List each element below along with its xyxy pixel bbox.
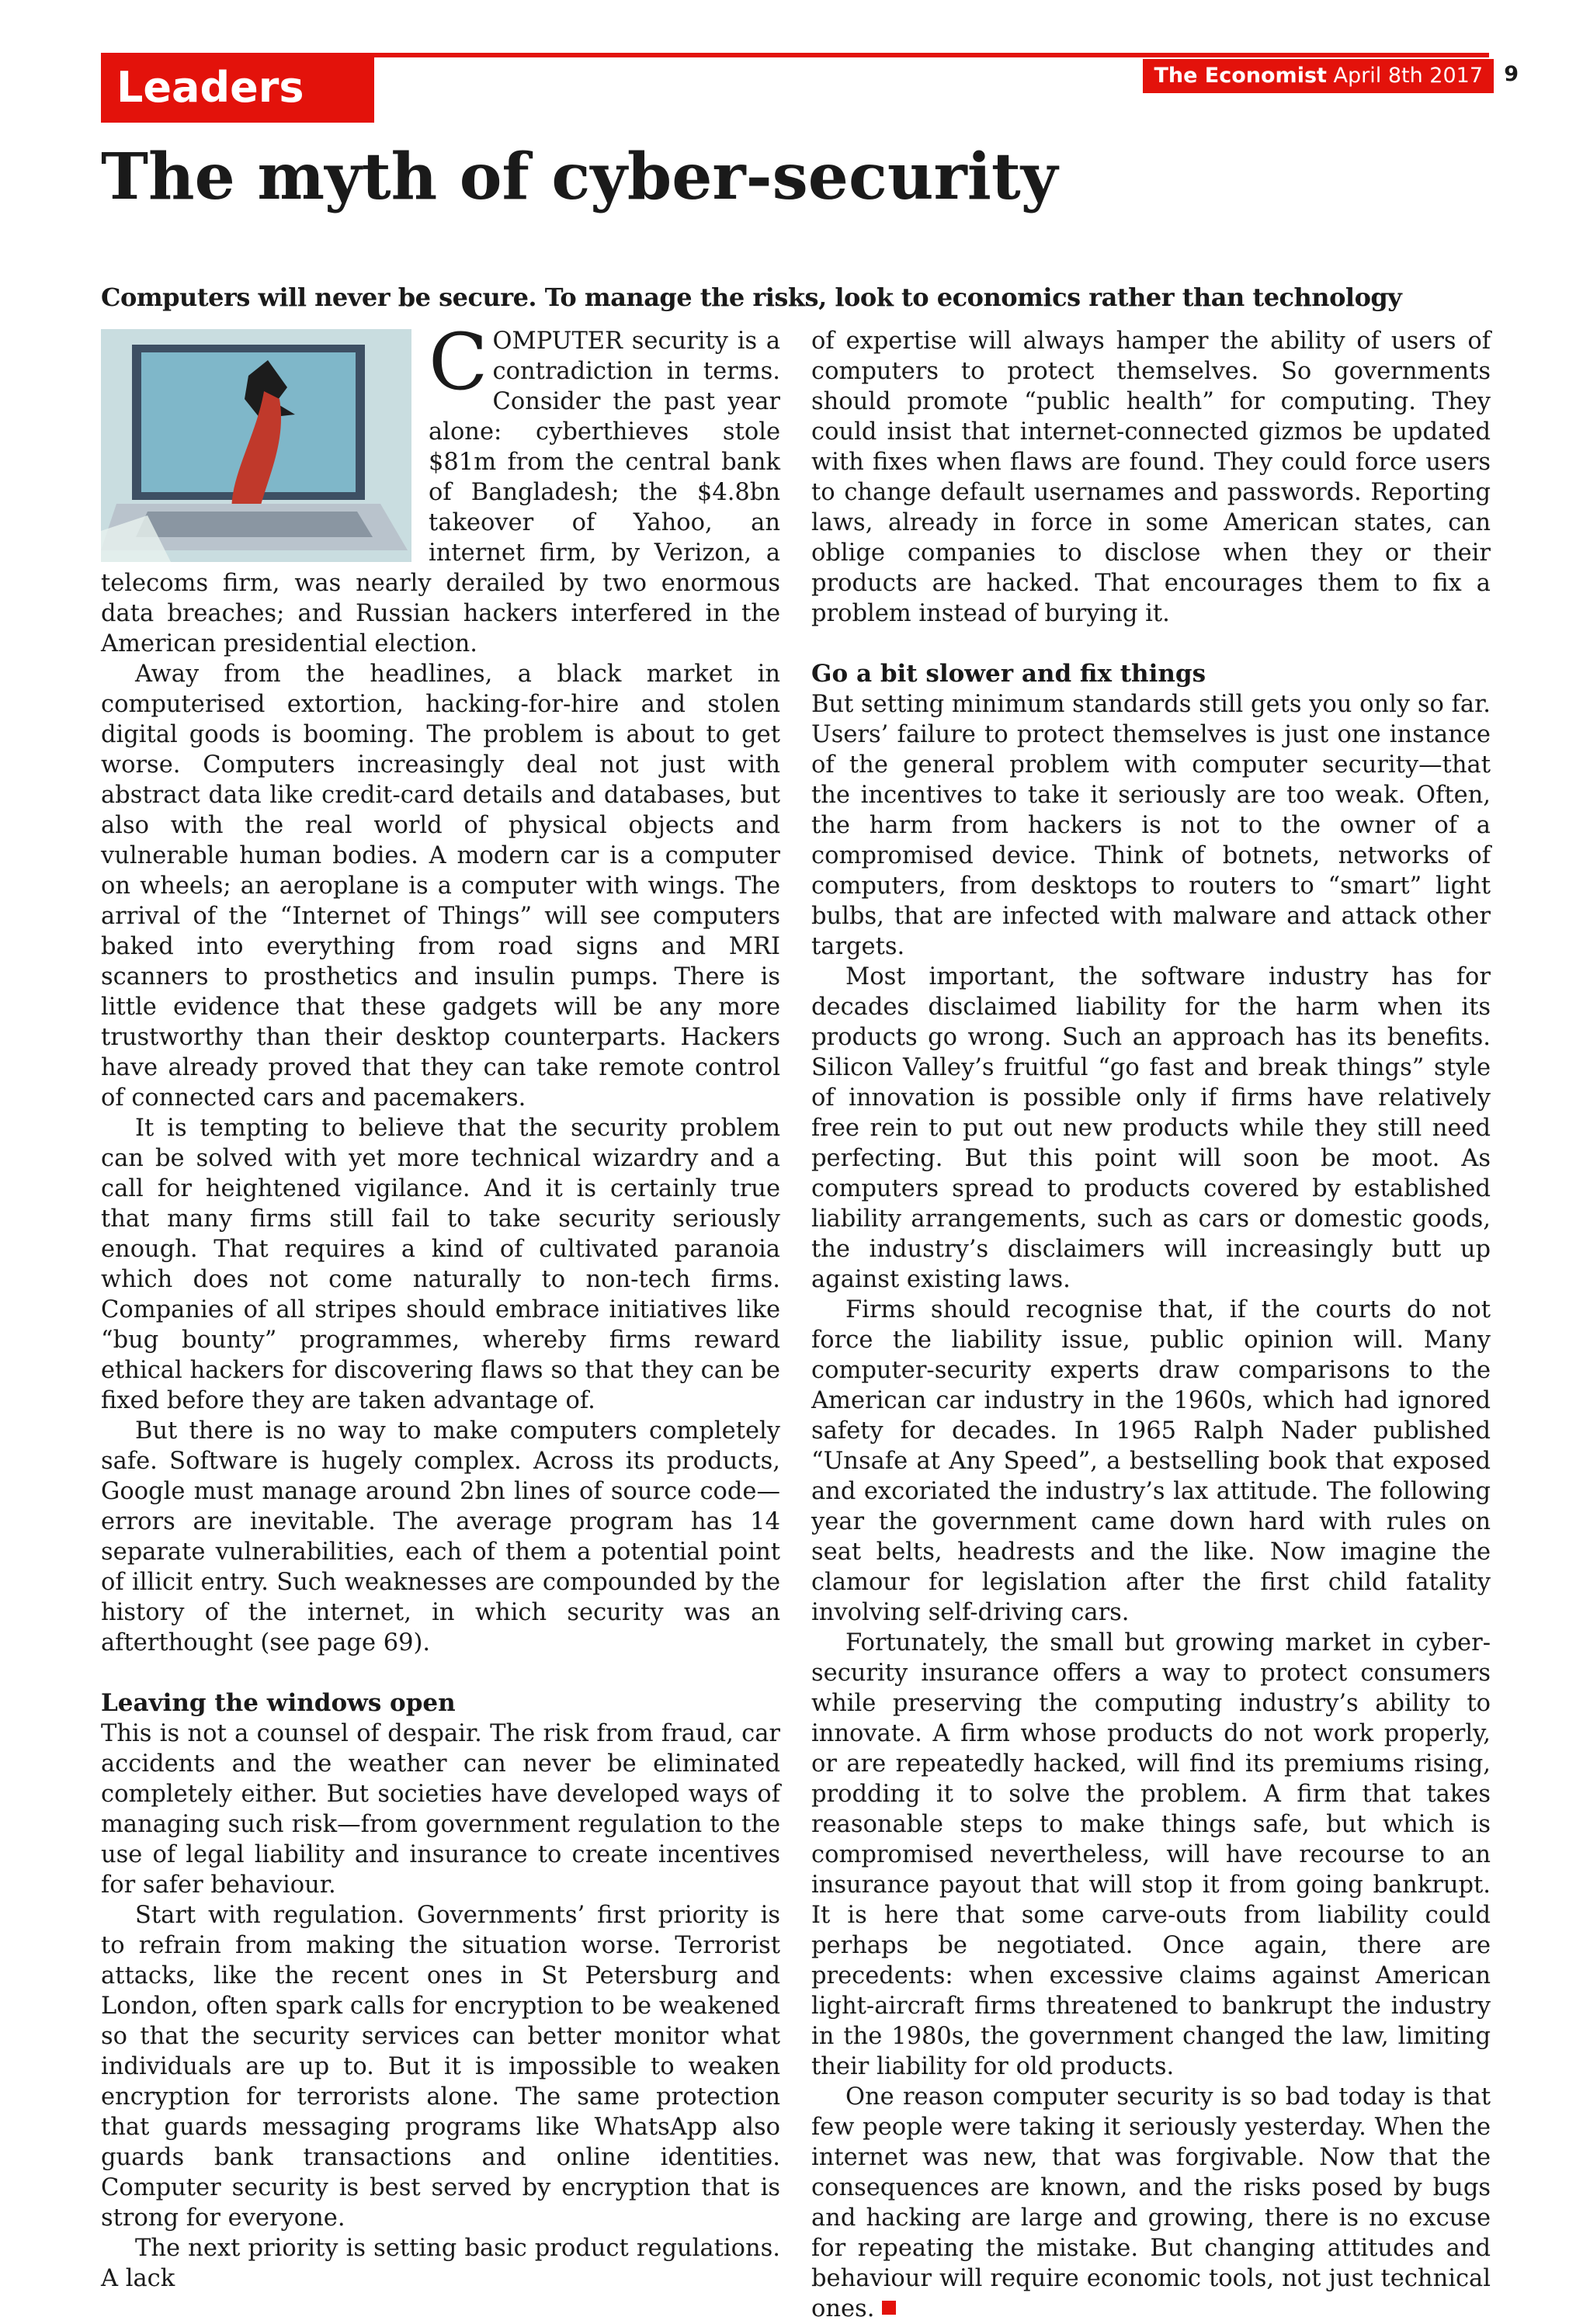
body-paragraph: But setting minimum standards still gets you only so far. Users’ failure to protect themselves is just one instance of the general problem with computer security—that the incentives to take it seriously are too weak. Often, the harm from hackers is not to the owner of a compromised device. Think of botnets, networks of computers, from desktops to routers to “smart” light bulbs, that are infected with malware and attack other targets. (811, 691, 1491, 960)
body-paragraph: But there is no way to make computers completely safe. Software is hugely complex. Across its products, Google must manage around 2bn lines of source code—errors are inevitable. The average program has 14 separate vulnerabilities, each of them a potential point of illicit entry. Such weaknesses are compounded by the history of the internet, in which security was an afterthought (see page 69). (101, 1417, 780, 1656)
laptop-illustration (101, 329, 411, 562)
body-paragraph: One reason computer security is so bad today is that few people were taking it seriously yesterday. When the internet was new, that was forgivable. Now that the consequences are known, and the risks posed by bugs and hacking are large and growing, there is no excuse for repeating the mistake. But changing attitudes and behaviour will require economic tools, not just technical ones. (811, 2083, 1491, 2322)
article-column-left (101, 317, 780, 2294)
body-paragraph: Fortunately, the small but growing market in cyber-security insurance offers a way to protect consumers while preserving the computing industry’s ability to innovate. A firm whose products do not work properly, or are repeatedly hacked, will find its premiums rising, prodding it to solve the problem. A firm that takes reasonable steps to make things safe, but which is compromised nevertheless, will have recourse to an insurance payout that will stop it from going bankrupt. It is here that some carve-outs from liability could perhaps be negotiated. Once again, there are precedents: when excessive claims against American light-aircraft firms threatened to bankrupt the industry in the 1980s, the government changed the law, limiting their liability for old products. (811, 1629, 1491, 2080)
subheading: Go a bit slower and fix things (811, 660, 1206, 688)
lead-text: OMPUTER security is a contradiction in terms. Consider the past year alone: cyberthieves stole $81m from the central bank of Bangladesh; the $4.8bn takeover of Yahoo, an internet firm, by Verizon, a telecoms firm, was nearly derailed by two enormous data breaches; and Russian hackers interfered in the American presidential election. (101, 328, 780, 657)
body-paragraph: of expertise will always hamper the ability of users of computers to protect themselves. So governments should promote “public health” for computing. They could insist that internet-connected gizmos be updated with fixes when flaws are found. They could force users to change default usernames and passwords. Reporting laws, already in force in some American states, can oblige companies to disclose when they or their products are hacked. That encourages them to fix a problem instead of burying it. (811, 328, 1491, 627)
issue-date: April 8th 2017 (1333, 64, 1483, 88)
masthead (1143, 59, 1494, 93)
article-column-right (811, 326, 1491, 2324)
body-paragraph: The next priority is setting basic product regulations. A lack (101, 2235, 780, 2292)
page-number: 9 (1504, 62, 1519, 86)
section-label: Leaders (101, 53, 374, 123)
body-paragraph: Away from the headlines, a black market in computerised extortion, hacking-for-hire and stolen digital goods is booming. The problem is about to get worse. Computers increasingly deal not just with abstract data like credit-card details and databases, but also with the real world of physical objects and vulnerable human bodies. A modern car is a computer on wheels; an aeroplane is a computer with wings. The arrival of the “Internet of Things” will see computers baked into everything from road signs and MRI scanners to prosthetics and insulin pumps. There is little evidence that these gadgets will be any more trustworthy than their desktop counterparts. Hackers have already proved that they can take remote control of connected cars and pacemakers. (101, 661, 780, 1112)
headline: The myth of cyber-security (101, 140, 1058, 214)
body-paragraph: This is not a counsel of despair. The risk from fraud, car accidents and the weather can never be eliminated completely either. But societies have developed ways of managing such risk—from government regulation to the use of legal liability and insurance to create incentives for safer behaviour. (101, 1720, 780, 1899)
drop-cap: C (429, 317, 488, 408)
rubric: Computers will never be secure. To manage the risks, look to economics rather than technology (101, 283, 1402, 312)
body-paragraph: Firms should recognise that, if the courts do not force the liability issue, public opinion will. Many computer-security experts draw comparisons to the American car industry in the 1960s, which had ignored safety for decades. In 1965 Ralph Nader published “Unsafe at Any Speed”, a bestselling book that exposed and excoriated the industry’s lax attitude. The following year the government came down hard with rules on seat belts, headrests and the like. Now imagine the clamour for legislation after the first child fatality involving self-driving cars. (811, 1296, 1491, 1626)
body-paragraph: Start with regulation. Governments’ first priority is to refrain from making the situation worse. Terrorist attacks, like the recent ones in St Petersburg and London, often spark calls for encryption to be weakened so that the security services can better monitor what individuals are up to. But it is impossible to weaken encryption for terrorists alone. The same protection that guards messaging programs like WhatsApp also guards bank transactions and online identities. Computer security is best served by encryption that is strong for everyone. (101, 1902, 780, 2232)
subheading: Leaving the windows open (101, 1689, 456, 1717)
body-paragraph: It is tempting to believe that the security problem can be solved with yet more technical wizardry and a call for heightened vigilance. And it is certainly true that many firms still fail to take security seriously enough. That requires a kind of cultivated paranoia which does not come naturally to non-tech firms. Companies of all stripes should embrace initiatives like “bug bounty” programmes, whereby firms reward ethical hackers for discovering flaws so that they can be fixed before they are taken advantage of. (101, 1115, 780, 1414)
end-mark-icon (882, 2301, 896, 2315)
publication-name: The Economist (1154, 64, 1327, 88)
hand-through-laptop-illustration (101, 329, 411, 562)
body-paragraph: Most important, the software industry has for decades disclaimed liability for the harm when its products go wrong. Such an approach has its benefits. Silicon Valley’s fruitful “go fast and break things” style of innovation is possible only if firms have relatively free rein to put out new products while they still need perfecting. But this point will soon be moot. As computers spread to products covered by established liability arrangements, such as cars or domestic goods, the industry’s disclaimers will increasingly butt up against existing laws. (811, 963, 1491, 1293)
